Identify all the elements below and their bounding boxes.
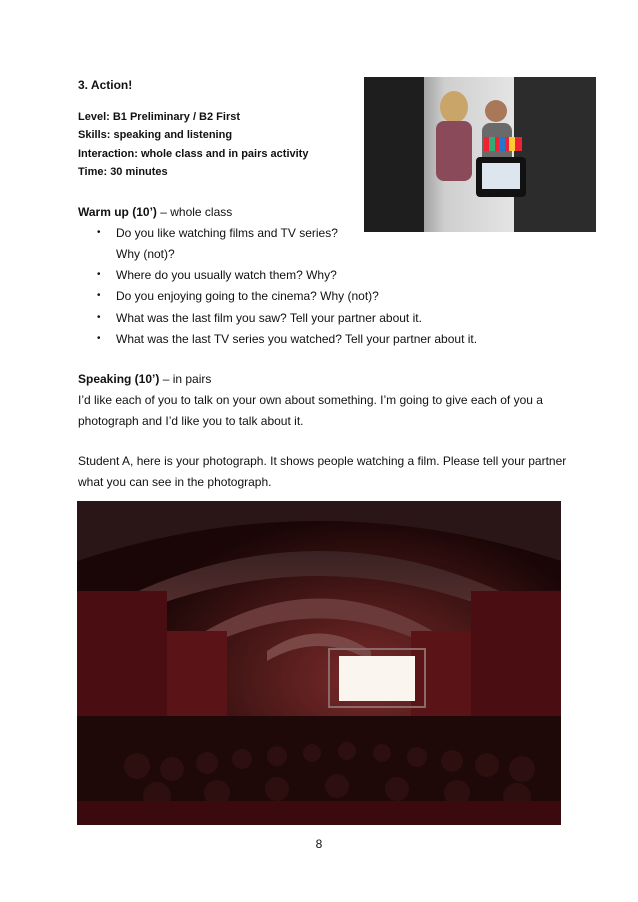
speaking-title: Speaking (10’) xyxy=(78,372,160,386)
film-set-photo xyxy=(364,77,596,232)
bullet-icon: • xyxy=(97,333,101,344)
warmup-heading xyxy=(78,205,232,219)
speaking-line: photograph and I’d like you to talk about it. xyxy=(78,414,304,428)
cinema-photo xyxy=(77,501,561,825)
list-item: Why (not)? xyxy=(116,247,175,261)
list-item: Do you enjoying going to the cinema? Why (not)? xyxy=(116,289,379,303)
time-line: Time: 30 minutes xyxy=(78,166,168,178)
section-title: 3. Action! xyxy=(78,78,133,92)
warmup-mode: – whole class xyxy=(156,205,233,219)
bullet-icon: • xyxy=(97,227,101,238)
list-item: Do you like watching films and TV series? xyxy=(116,226,338,240)
skills-line: Skills: speaking and listening xyxy=(78,129,233,141)
level-line: Level: B1 Preliminary / B2 First xyxy=(78,111,241,123)
warmup-title: Warm up (10’) xyxy=(78,205,157,219)
bullet-icon: • xyxy=(97,290,101,301)
bullet-icon: • xyxy=(97,269,101,280)
speaking-heading xyxy=(78,372,211,386)
speaking-line: Student A, here is your photograph. It shows people watching a film. Please tell your partner xyxy=(78,454,567,468)
speaking-line: what you can see in the photograph. xyxy=(78,475,272,489)
interaction-line: Interaction: whole class and in pairs activity xyxy=(78,148,309,160)
speaking-mode: – in pairs xyxy=(159,372,212,386)
list-item: Where do you usually watch them? Why? xyxy=(116,268,337,282)
page-number: 8 xyxy=(315,837,323,851)
speaking-line: I’d like each of you to talk on your own about something. I’m going to give each of you a xyxy=(78,393,543,407)
list-item: What was the last film you saw? Tell your partner about it. xyxy=(116,311,422,325)
list-item: What was the last TV series you watched? Tell your partner about it. xyxy=(116,332,478,346)
bullet-icon: • xyxy=(97,312,101,323)
